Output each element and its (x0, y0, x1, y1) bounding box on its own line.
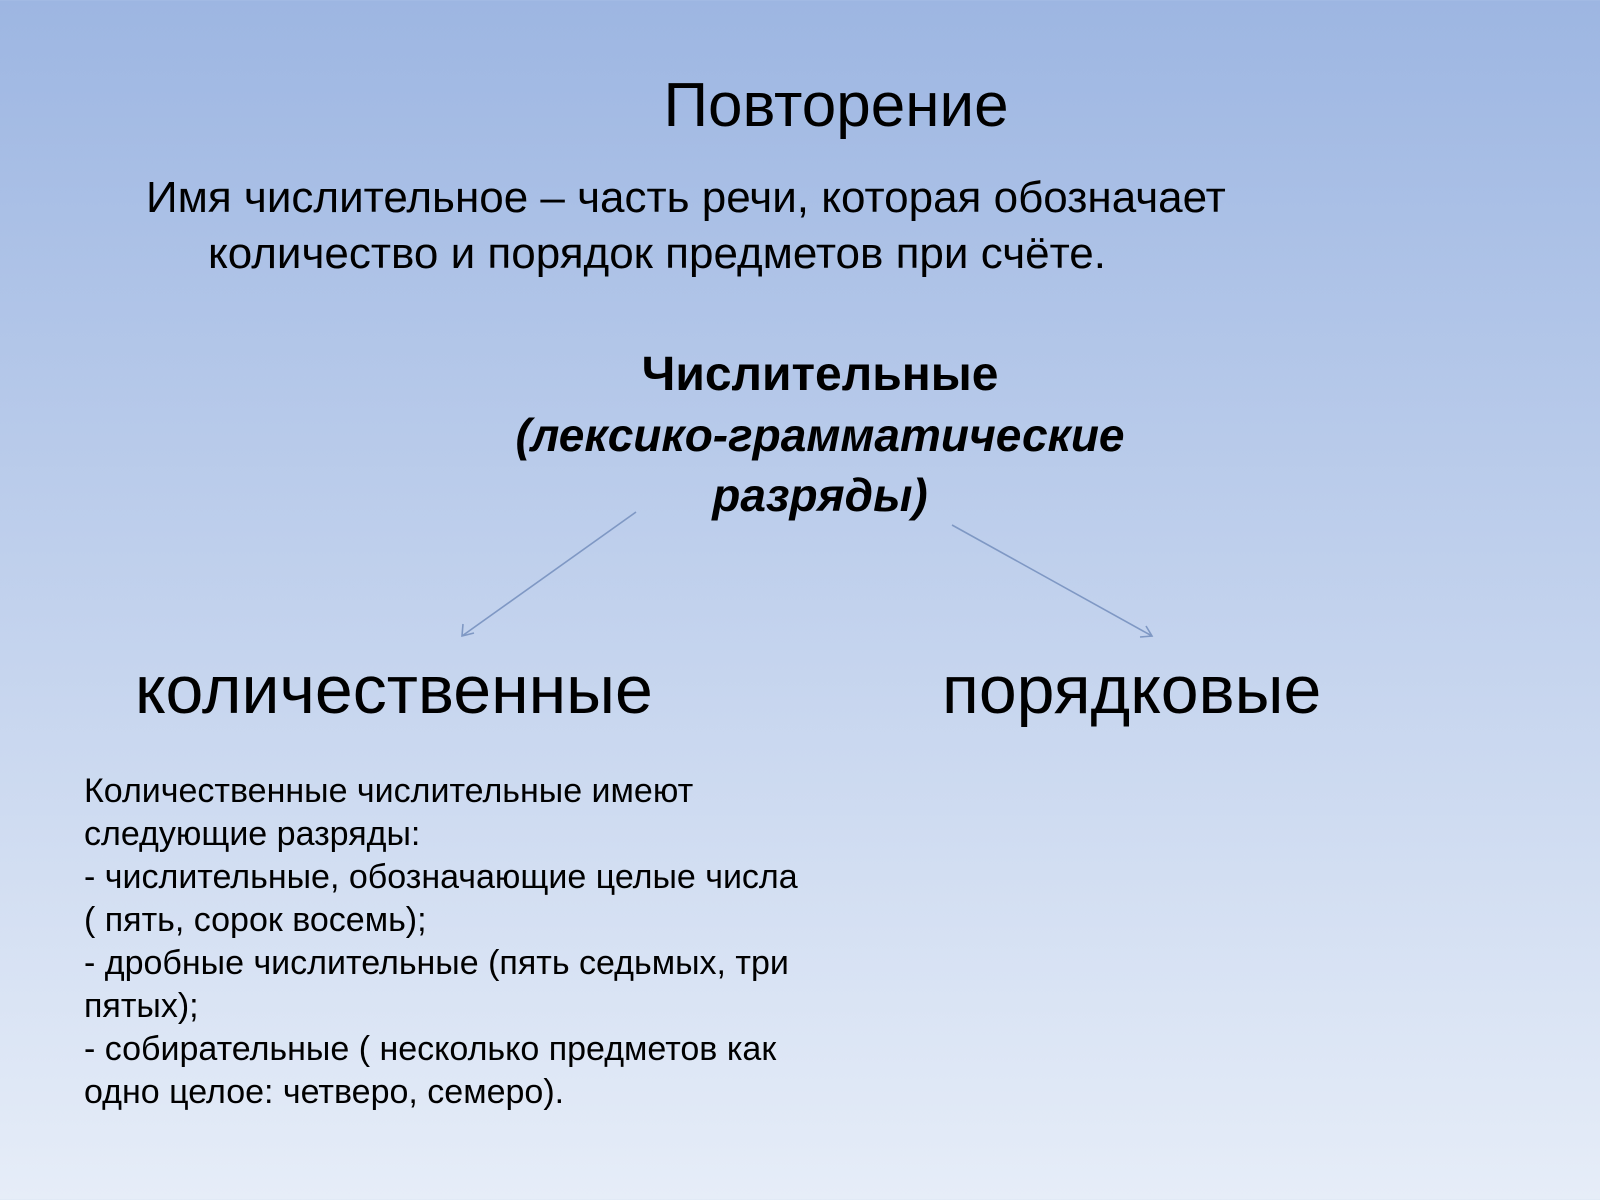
numerals-heading-block (420, 345, 1220, 525)
details-line: одно целое: четверо, семеро). (84, 1073, 565, 1111)
definition-line-2: количество и порядок предметов при счёте. (208, 229, 1106, 278)
category-ordinal: порядковые (942, 652, 1322, 728)
numerals-subheading-line-1: (лексико-грамматические (515, 409, 1125, 461)
slide-title: Повторение (663, 71, 1009, 140)
details-line: - собирательные ( несколько предметов как (84, 1030, 777, 1068)
details-line: пятых); (84, 987, 199, 1025)
numerals-heading: Числительные (641, 348, 999, 401)
arrow-right (952, 525, 1152, 637)
numerals-subheading-line-2: разряды) (712, 469, 928, 521)
details-line: - числительные, обозначающие целые числа (84, 858, 798, 896)
cardinal-details (84, 770, 884, 1114)
details-line: - дробные числительные (пять седьмых, три (84, 944, 789, 982)
category-cardinal: количественные (135, 652, 653, 728)
details-line: ( пять, сорок восемь); (84, 901, 427, 939)
definition-line-1: Имя числительное – часть речи, которая обозначает (146, 173, 1226, 222)
arrow-left (462, 512, 636, 636)
details-line: следующие разряды: (84, 815, 421, 853)
details-line: Количественные числительные имеют (84, 772, 694, 810)
definition-text (146, 170, 1406, 282)
